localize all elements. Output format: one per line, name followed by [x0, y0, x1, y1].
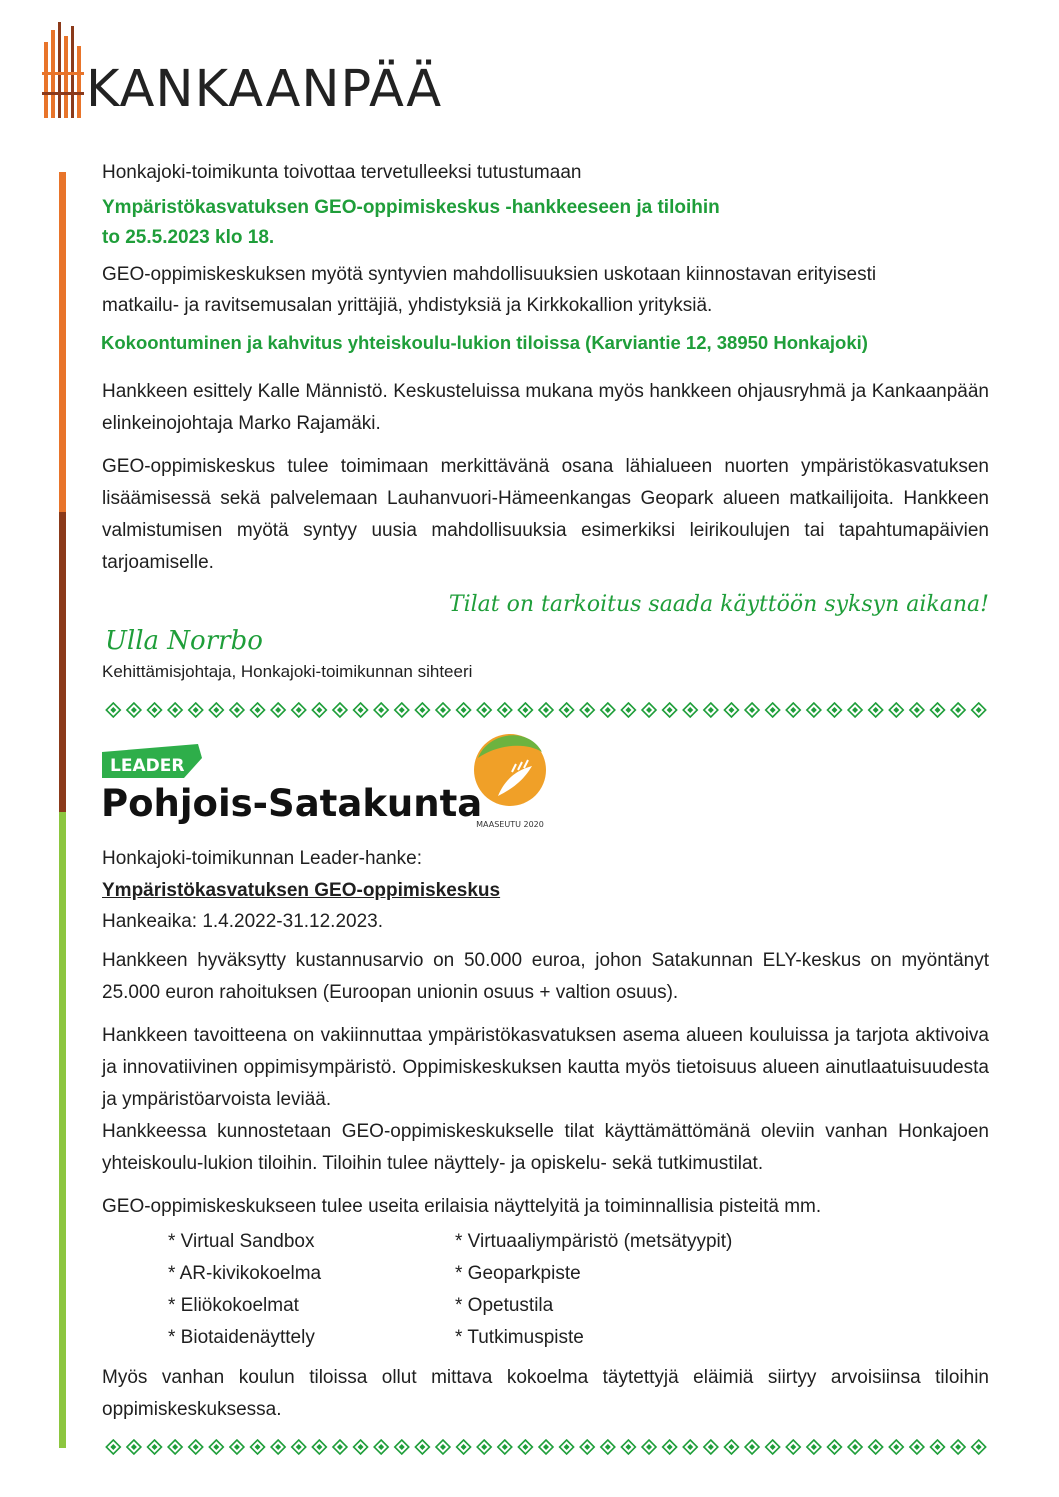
signer-title: Kehittämisjohtaja, Honkajoki-toimikunnan sihteeri	[102, 662, 473, 681]
diamond-ornament-center	[440, 707, 446, 713]
diamond-ornament-center	[399, 1444, 405, 1450]
signature: Ulla Norrbo	[105, 626, 263, 656]
list-item: * Virtual Sandbox	[168, 1231, 315, 1252]
diamond-ornament-center	[770, 1444, 776, 1450]
diamond-ornament-center	[358, 707, 364, 713]
sidebar-bar-orange	[59, 172, 66, 512]
list-item: * Eliökokoelmat	[168, 1295, 299, 1316]
diamond-ornament-center	[852, 1444, 858, 1450]
diamond-ornament-center	[131, 1444, 137, 1450]
diamond-ornament-center	[790, 1444, 796, 1450]
diamond-ornament-center	[687, 707, 693, 713]
diamond-ornament-center	[543, 1444, 549, 1450]
diamond-ornament-center	[564, 1444, 570, 1450]
intro-paragraph-line-2: matkailu- ja ravitsemusalan yrittäjiä, yhdistyksiä ja Kirkkokallion yrityksiä.	[102, 295, 713, 316]
diamond-ornament-center	[110, 1444, 116, 1450]
leader-badge-text: LEADER	[110, 756, 185, 776]
diamond-ornament-center	[625, 707, 631, 713]
diamond-ornament-center	[955, 1444, 961, 1450]
diamond-ornament-center	[749, 1444, 755, 1450]
list-item: * Opetustila	[455, 1295, 554, 1316]
headline-line-2: to 25.5.2023 klo 18.	[102, 227, 275, 248]
diamond-ornament-center	[934, 1444, 940, 1450]
diamond-ornament-center	[110, 707, 116, 713]
diamond-ornament-center	[831, 1444, 837, 1450]
diamond-ornament-center	[193, 707, 199, 713]
diamond-ornament-center	[152, 1444, 158, 1450]
diamond-ornament-center	[419, 1444, 425, 1450]
diamond-ornament-center	[275, 707, 281, 713]
diamond-ornament-center	[605, 1444, 611, 1450]
diamond-ornament-center	[399, 707, 405, 713]
diamond-ornament-center	[316, 1444, 322, 1450]
diamond-ornament-center	[440, 1444, 446, 1450]
diamond-ornament-center	[564, 707, 570, 713]
diamond-ornament-center	[337, 707, 343, 713]
diamond-ornament-center	[296, 707, 302, 713]
budget-paragraph: Hankkeen hyväksytty kustannusarvio on 50.000 euroa, johon Satakunnan ELY-keskus on myöntänyt 25.000 euron rahoituksen (Euroopan unionin osuus + valtion osuus).	[102, 950, 989, 1003]
list-item: * Virtuaaliympäristö (metsätyypit)	[455, 1231, 733, 1252]
sidebar-bar-brown	[59, 512, 66, 812]
diamond-ornament-center	[378, 707, 384, 713]
diamond-ornament-center	[667, 707, 673, 713]
diamond-ornament-center	[522, 707, 528, 713]
project-label: Honkajoki-toimikunnan Leader-hanke:	[102, 848, 423, 869]
diamond-ornament-center	[728, 707, 734, 713]
diamond-ornament-center	[893, 707, 899, 713]
diamond-divider-top	[103, 702, 989, 718]
diamond-ornament-center	[172, 1444, 178, 1450]
diamond-ornament-center	[481, 1444, 487, 1450]
list-item: * Tutkimuspiste	[455, 1327, 584, 1348]
diamond-ornament-center	[625, 1444, 631, 1450]
diamond-ornament-center	[213, 707, 219, 713]
feature-list-left	[168, 1226, 321, 1354]
description-paragraph: GEO-oppimiskeskus tulee toimimaan merkittävänä osana lähialueen nuorten ympäristökasvatuksen lisäämisessä sekä palvelemaan Lauhanvuori-Hämeenkangas Geopark alueen matkailijoita. Hankkeen valmistumisen myötä syntyy uusia mahdollisuuksia esimerkiksi leirikoulujen tai tapahtumapäivien tarjoamiselle.	[102, 456, 989, 573]
diamond-ornament-center	[852, 707, 858, 713]
diamond-ornament-center	[976, 707, 982, 713]
diamond-divider-bottom	[103, 1439, 989, 1455]
project-period: Hankeaika: 1.4.2022-31.12.2023.	[102, 911, 383, 932]
diamond-ornament-center	[152, 707, 158, 713]
diamond-ornament-center	[708, 1444, 714, 1450]
closing-paragraph: Myös vanhan koulun tiloissa ollut mittava kokoelma täytettyjä eläimiä siirtyy arvoisiinsa tiloihin oppimiskeskuksessa.	[102, 1367, 989, 1420]
diamond-ornament-center	[131, 707, 137, 713]
diamond-ornament-center	[502, 1444, 508, 1450]
diamond-ornament-center	[234, 707, 240, 713]
diamond-ornament-center	[831, 707, 837, 713]
diamond-ornament-center	[873, 1444, 879, 1450]
diamond-ornament-center	[213, 1444, 219, 1450]
diamond-ornament-center	[646, 707, 652, 713]
diamond-ornament-center	[667, 1444, 673, 1450]
diamond-ornament-center	[296, 1444, 302, 1450]
diamond-ornament-center	[461, 707, 467, 713]
kankaanpaa-logo-icon	[42, 22, 84, 118]
diamond-ornament-center	[461, 1444, 467, 1450]
diamond-ornament-center	[893, 1444, 899, 1450]
headline-line-1: Ympäristökasvatuksen GEO-oppimiskeskus -hankkeeseen ja tiloihin	[102, 197, 720, 218]
diamond-ornament-center	[378, 1444, 384, 1450]
diamond-ornament-center	[337, 1444, 343, 1450]
sidebar-bar-green	[59, 812, 66, 1448]
diamond-ornament-center	[522, 1444, 528, 1450]
diamond-ornament-center	[708, 707, 714, 713]
diamond-ornament-center	[255, 707, 261, 713]
diamond-ornament-center	[811, 707, 817, 713]
diamond-ornament-center	[790, 707, 796, 713]
diamond-ornament-center	[481, 707, 487, 713]
pohjois-satakunta-logo: Pohjois-Satakunta	[101, 782, 483, 825]
diamond-ornament-center	[358, 1444, 364, 1450]
diamond-ornament-center	[914, 707, 920, 713]
diamond-ornament-center	[605, 707, 611, 713]
diamond-ornament-center	[584, 1444, 590, 1450]
diamond-ornament-center	[584, 707, 590, 713]
welcome-text: Honkajoki-toimikunta toivottaa tervetulleeksi tutustumaan	[102, 162, 582, 183]
logo-wordmark: KANKAANPÄÄ	[86, 60, 443, 119]
list-item: * AR-kivikokoelma	[168, 1263, 322, 1284]
diamond-ornament-center	[749, 707, 755, 713]
diamond-ornament-center	[976, 1444, 982, 1450]
maaseutu-2020-logo-icon	[468, 732, 552, 832]
diamond-ornament-center	[646, 1444, 652, 1450]
goal-paragraph: Hankkeen tavoitteena on vakiinnuttaa ympäristökasvatuksen asema alueen kouluissa ja tarjota aktivoiva ja innovatiivinen oppimisympäristö. Oppimiskeskuksen kautta myös tietoisuus alueen ainutlaatuisuudesta ja ympäristöarvoista leviää.	[102, 1025, 989, 1110]
diamond-ornament-center	[316, 707, 322, 713]
tagline: Tilat on tarkoitus saada käyttöön syksyn aikana!	[448, 592, 989, 617]
diamond-ornament-center	[728, 1444, 734, 1450]
diamond-ornament-center	[914, 1444, 920, 1450]
meeting-location: Kokoontuminen ja kahvitus yhteiskoulu-lukion tiloissa (Karviantie 12, 38950 Honkajoki)	[101, 332, 868, 353]
feature-list-right	[455, 1226, 732, 1354]
diamond-ornament-center	[234, 1444, 240, 1450]
maaseutu-caption: MAASEUTU 2020	[476, 820, 544, 829]
diamond-ornament-center	[770, 707, 776, 713]
list-item: * Geoparkpiste	[455, 1263, 581, 1284]
project-title: Ympäristökasvatuksen GEO-oppimiskeskus	[102, 880, 501, 901]
diamond-ornament-center	[873, 707, 879, 713]
diamond-ornament-center	[543, 707, 549, 713]
diamond-ornament-center	[193, 1444, 199, 1450]
diamond-ornament-center	[811, 1444, 817, 1450]
renovation-paragraph: Hankkeessa kunnostetaan GEO-oppimiskeskukselle tilat käyttämättömänä oleviin vanhan Honkajoen yhteiskoulu-lukion tiloihin. Tiloihin tulee näyttely- ja opiskelu- sekä tutkimustilat.	[102, 1121, 989, 1174]
leader-badge-icon	[102, 744, 202, 780]
list-intro: GEO-oppimiskeskukseen tulee useita erilaisia näyttelyitä ja toiminnallisia pisteitä mm.	[102, 1196, 822, 1217]
diamond-ornament-center	[687, 1444, 693, 1450]
diamond-ornament-center	[955, 707, 961, 713]
diamond-ornament-center	[255, 1444, 261, 1450]
intro-paragraph-line-1: GEO-oppimiskeskuksen myötä syntyvien mahdollisuuksien uskotaan kiinnostavan erityisesti	[102, 264, 877, 285]
diamond-ornament-center	[934, 707, 940, 713]
list-item: * Biotaidenäyttely	[168, 1327, 315, 1348]
diamond-ornament-center	[275, 1444, 281, 1450]
diamond-ornament-center	[172, 707, 178, 713]
presentation-paragraph: Hankkeen esittely Kalle Männistö. Keskusteluissa mukana myös hankkeen ohjausryhmä ja Kankaanpään elinkeinojohtaja Marko Rajamäki.	[102, 381, 989, 434]
diamond-ornament-center	[502, 707, 508, 713]
diamond-ornament-center	[419, 707, 425, 713]
